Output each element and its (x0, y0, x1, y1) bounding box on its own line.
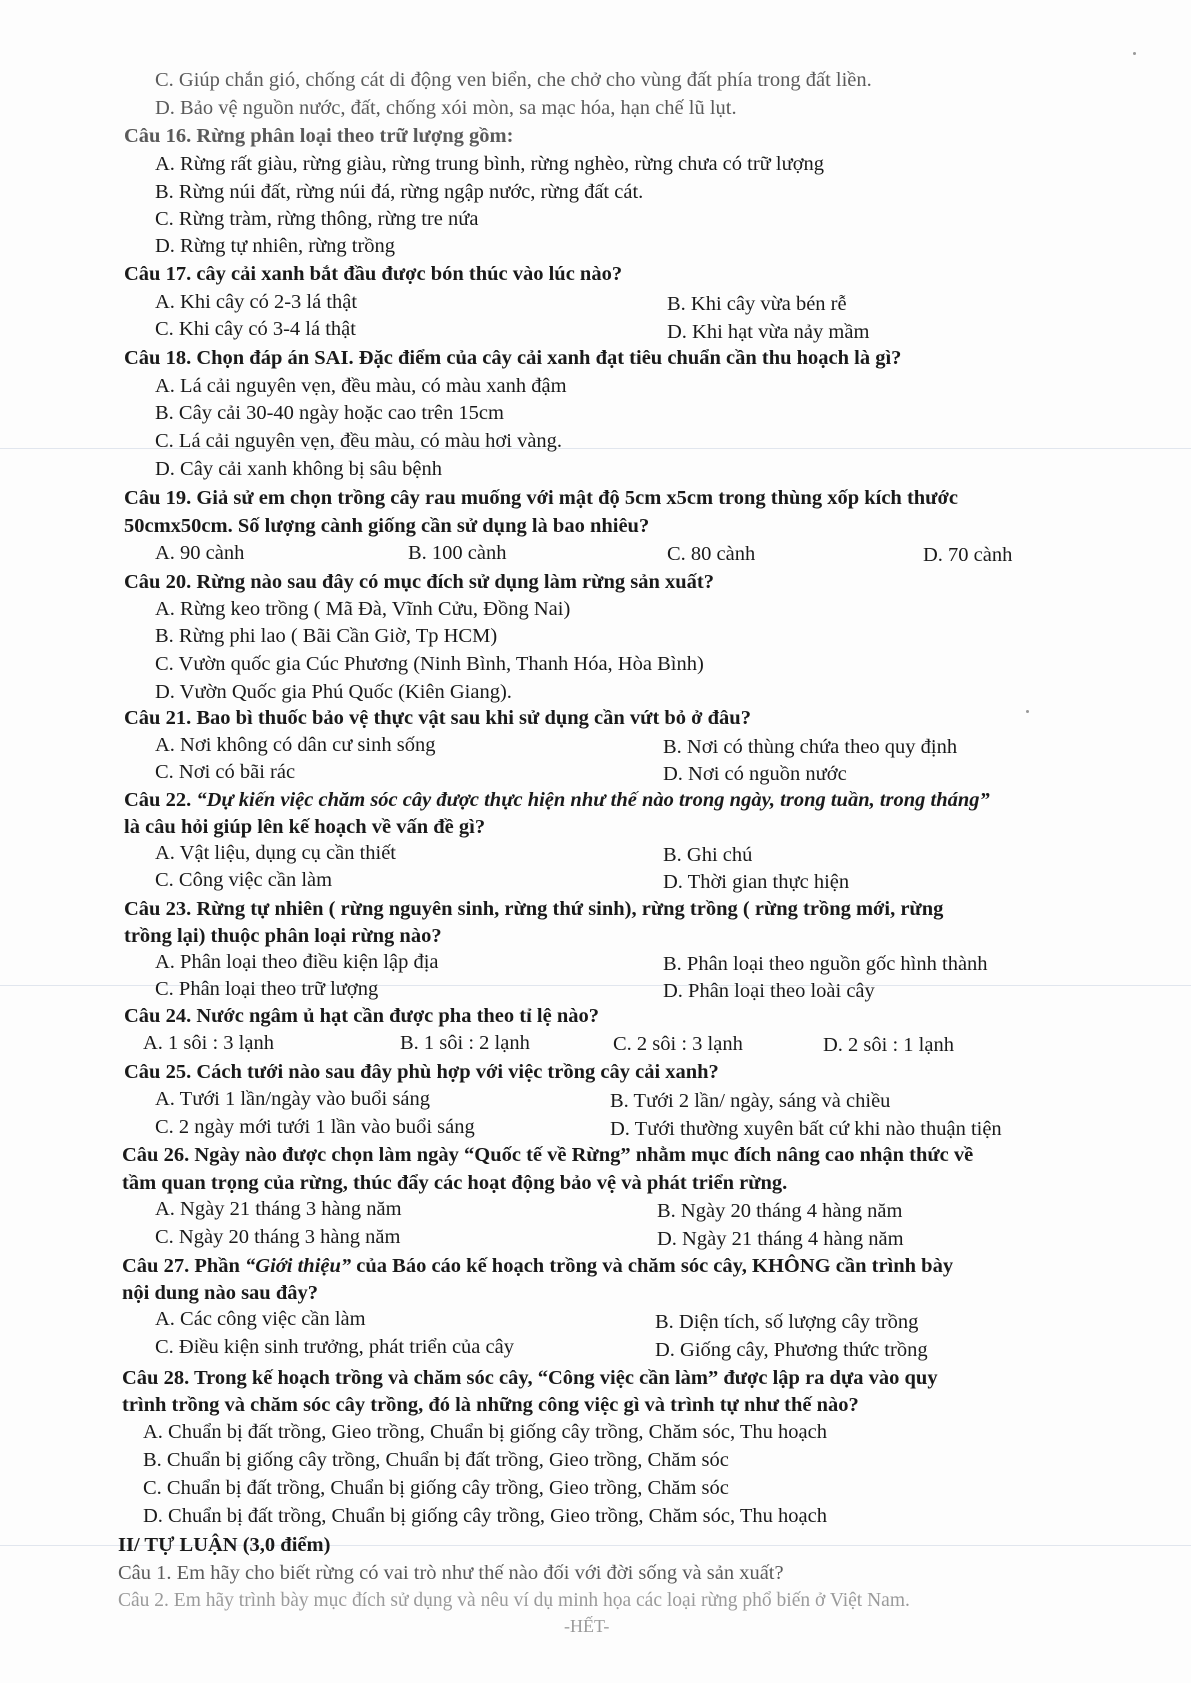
q20-option-c: C. Vườn quốc gia Cúc Phương (Ninh Bình, Thanh Hóa, Hòa Bình) (155, 653, 704, 675)
q19-option-a: A. 90 cành (155, 542, 245, 564)
q20-option-d: D. Vườn Quốc gia Phú Quốc (Kiên Giang). (155, 681, 512, 703)
q25-option-a: A. Tưới 1 lần/ngày vào buổi sáng (155, 1088, 430, 1110)
q16-question: Câu 16. Rừng phân loại theo trữ lượng gồm: (124, 125, 514, 147)
q22-option-a: A. Vật liệu, dụng cụ cần thiết (155, 842, 397, 864)
q22-question-line2: là câu hỏi giúp lên kế hoạch về vấn đề gì? (124, 816, 486, 838)
end-marker: -HẾT- (564, 1616, 610, 1636)
q21-question: Câu 21. Bao bì thuốc bảo vệ thực vật sau khi sử dụng cần vứt bỏ ở đâu? (124, 707, 751, 729)
q20-option-a: A. Rừng keo trồng ( Mã Đà, Vĩnh Cửu, Đồng Nai) (155, 598, 571, 620)
q28-option-a: A. Chuẩn bị đất trồng, Gieo trồng, Chuẩn bị giống cây trồng, Chăm sóc, Thu hoạch (143, 1421, 827, 1443)
essay-question-2: Câu 2. Em hãy trình bày mục đích sử dụng và nêu ví dụ minh họa các loại rừng phổ biến ở Việt Nam. (118, 1590, 910, 1611)
q22-question-line1 (124, 788, 990, 812)
q22-option-d: D. Thời gian thực hiện (663, 871, 850, 893)
q21-option-b: B. Nơi có thùng chứa theo quy định (663, 736, 958, 758)
q19-option-c: C. 80 cành (667, 543, 756, 565)
q27-quote: “Giới thiệu” (245, 1255, 352, 1277)
q28-option-c: C. Chuẩn bị đất trồng, Chuẩn bị giống cây trồng, Gieo trồng, Chăm sóc (143, 1477, 729, 1499)
q28-option-b: B. Chuẩn bị giống cây trồng, Chuẩn bị đất trồng, Gieo trồng, Chăm sóc (143, 1449, 729, 1471)
q19-question-line1: Câu 19. Giả sử em chọn trồng cây rau muống với mật độ 5cm x5cm trong thùng xốp kích thước (124, 487, 958, 509)
q23-option-a: A. Phân loại theo điều kiện lập địa (155, 951, 439, 973)
q18-question: Câu 18. Chọn đáp án SAI. Đặc điểm của cây cải xanh đạt tiêu chuẩn cần thu hoạch là gì? (124, 347, 902, 369)
q26-option-b: B. Ngày 20 tháng 4 hàng năm (657, 1200, 903, 1222)
q27-option-d: D. Giống cây, Phương thức trồng (655, 1339, 928, 1361)
q27-rest: của Báo cáo kế hoạch trồng và chăm sóc cây, KHÔNG cần trình bày (351, 1255, 954, 1277)
q22-label: Câu 22. (124, 789, 192, 811)
q17-question: Câu 17. cây cải xanh bắt đầu được bón thúc vào lúc nào? (124, 263, 623, 285)
scan-speck (1026, 710, 1029, 713)
q19-option-b: B. 100 cành (408, 542, 507, 564)
q17-option-d: D. Khi hạt vừa nảy mầm (667, 321, 870, 343)
q24-question: Câu 24. Nước ngâm ủ hạt cần được pha theo tỉ lệ nào? (124, 1005, 599, 1027)
q18-option-c: C. Lá cải nguyên vẹn, đều màu, có màu hơi vàng. (155, 430, 563, 452)
q21-option-c: C. Nơi có bãi rác (155, 761, 296, 783)
q25-option-d: D. Tưới thường xuyên bất cứ khi nào thuận tiện (610, 1118, 1002, 1140)
q24-option-a: A. 1 sôi : 3 lạnh (143, 1032, 274, 1054)
q26-option-d: D. Ngày 21 tháng 4 hàng năm (657, 1228, 904, 1250)
q15-option-c: C. Giúp chắn gió, chống cát di động ven biển, che chở cho vùng đất phía trong đất liền. (155, 69, 872, 91)
q16-option-d: D. Rừng tự nhiên, rừng trồng (155, 235, 396, 257)
q17-option-c: C. Khi cây có 3-4 lá thật (155, 318, 356, 340)
q28-option-d: D. Chuẩn bị đất trồng, Chuẩn bị giống cây trồng, Gieo trồng, Chăm sóc, Thu hoạch (143, 1505, 827, 1527)
q17-option-a: A. Khi cây có 2-3 lá thật (155, 291, 358, 313)
q22-quote: “Dự kiến việc chăm sóc cây được thực hiện như thế nào trong ngày, trong tuần, trong tháng” (196, 789, 990, 811)
q16-option-c: C. Rừng tràm, rừng thông, rừng tre nứa (155, 208, 479, 230)
q20-option-b: B. Rừng phi lao ( Bãi Cần Giờ, Tp HCM) (155, 625, 498, 647)
q26-option-a: A. Ngày 21 tháng 3 hàng năm (155, 1198, 402, 1220)
q21-option-a: A. Nơi không có dân cư sinh sống (155, 734, 436, 756)
q19-question-line2: 50cmx50cm. Số lượng cành giống cần sử dụng là bao nhiêu? (124, 515, 650, 537)
q25-question: Câu 25. Cách tưới nào sau đây phù hợp với việc trồng cây cải xanh? (124, 1061, 719, 1083)
q25-option-b: B. Tưới 2 lần/ ngày, sáng và chiều (610, 1090, 891, 1112)
q27-question-line1 (122, 1254, 953, 1278)
q23-question-line1: Câu 23. Rừng tự nhiên ( rừng nguyên sinh, rừng thứ sinh), rừng trồng ( rừng trồng mới, rừng (124, 898, 944, 920)
q16-option-b: B. Rừng núi đất, rừng núi đá, rừng ngập nước, rừng đất cát. (155, 181, 644, 203)
q26-question-line2: tầm quan trọng của rừng, thúc đẩy các hoạt động bảo vệ và phát triển rừng. (122, 1172, 788, 1194)
q22-option-b: B. Ghi chú (663, 844, 753, 866)
q23-option-c: C. Phân loại theo trữ lượng (155, 978, 379, 1000)
q19-option-d: D. 70 cành (923, 544, 1013, 566)
q24-option-c: C. 2 sôi : 3 lạnh (613, 1033, 743, 1055)
q28-question-line2: trình trồng và chăm sóc cây trồng, đó là những công việc gì và trình tự như thế nào? (122, 1394, 859, 1416)
q15-option-d: D. Bảo vệ nguồn nước, đất, chống xói mòn, sa mạc hóa, hạn chế lũ lụt. (155, 97, 737, 119)
part2-heading: II/ TỰ LUẬN (3,0 điểm) (118, 1534, 331, 1556)
q26-question-line1: Câu 26. Ngày nào được chọn làm ngày “Quốc tế về Rừng” nhằm mục đích nâng cao nhận thức về (122, 1144, 974, 1166)
q22-option-c: C. Công việc cần làm (155, 869, 333, 891)
q16-option-a: A. Rừng rất giàu, rừng giàu, rừng trung bình, rừng nghèo, rừng chưa có trữ lượng (155, 153, 825, 175)
essay-question-1: Câu 1. Em hãy cho biết rừng có vai trò như thế nào đối với đời sống và sản xuất? (118, 1562, 784, 1584)
q24-option-d: D. 2 sôi : 1 lạnh (823, 1034, 954, 1056)
q18-option-b: B. Cây cải 30-40 ngày hoặc cao trên 15cm (155, 402, 504, 424)
q27-question-line2: nội dung nào sau đây? (122, 1282, 318, 1304)
q25-option-c: C. 2 ngày mới tưới 1 lần vào buổi sáng (155, 1116, 475, 1138)
q27-option-a: A. Các công việc cần làm (155, 1308, 366, 1330)
scan-speck (1133, 52, 1136, 55)
q23-option-d: D. Phân loại theo loài cây (663, 980, 875, 1002)
q24-option-b: B. 1 sôi : 2 lạnh (400, 1032, 530, 1054)
q23-question-line2: trồng lại) thuộc phân loại rừng nào? (124, 925, 442, 947)
q17-option-b: B. Khi cây vừa bén rễ (667, 293, 847, 315)
q23-option-b: B. Phân loại theo nguồn gốc hình thành (663, 953, 988, 975)
q26-option-c: C. Ngày 20 tháng 3 hàng năm (155, 1226, 401, 1248)
q27-label: Câu 27. Phần (122, 1255, 246, 1277)
q28-question-line1: Câu 28. Trong kế hoạch trồng và chăm sóc cây, “Công việc cần làm” được lập ra dựa vào quy (122, 1367, 938, 1389)
q21-option-d: D. Nơi có nguồn nước (663, 763, 847, 785)
q27-option-b: B. Diện tích, số lượng cây trồng (655, 1311, 919, 1333)
q20-question: Câu 20. Rừng nào sau đây có mục đích sử dụng làm rừng sản xuất? (124, 571, 714, 593)
q27-option-c: C. Điều kiện sinh trưởng, phát triển của cây (155, 1336, 514, 1358)
q18-option-d: D. Cây cải xanh không bị sâu bệnh (155, 458, 442, 480)
q18-option-a: A. Lá cải nguyên vẹn, đều màu, có màu xanh đậm (155, 375, 567, 397)
